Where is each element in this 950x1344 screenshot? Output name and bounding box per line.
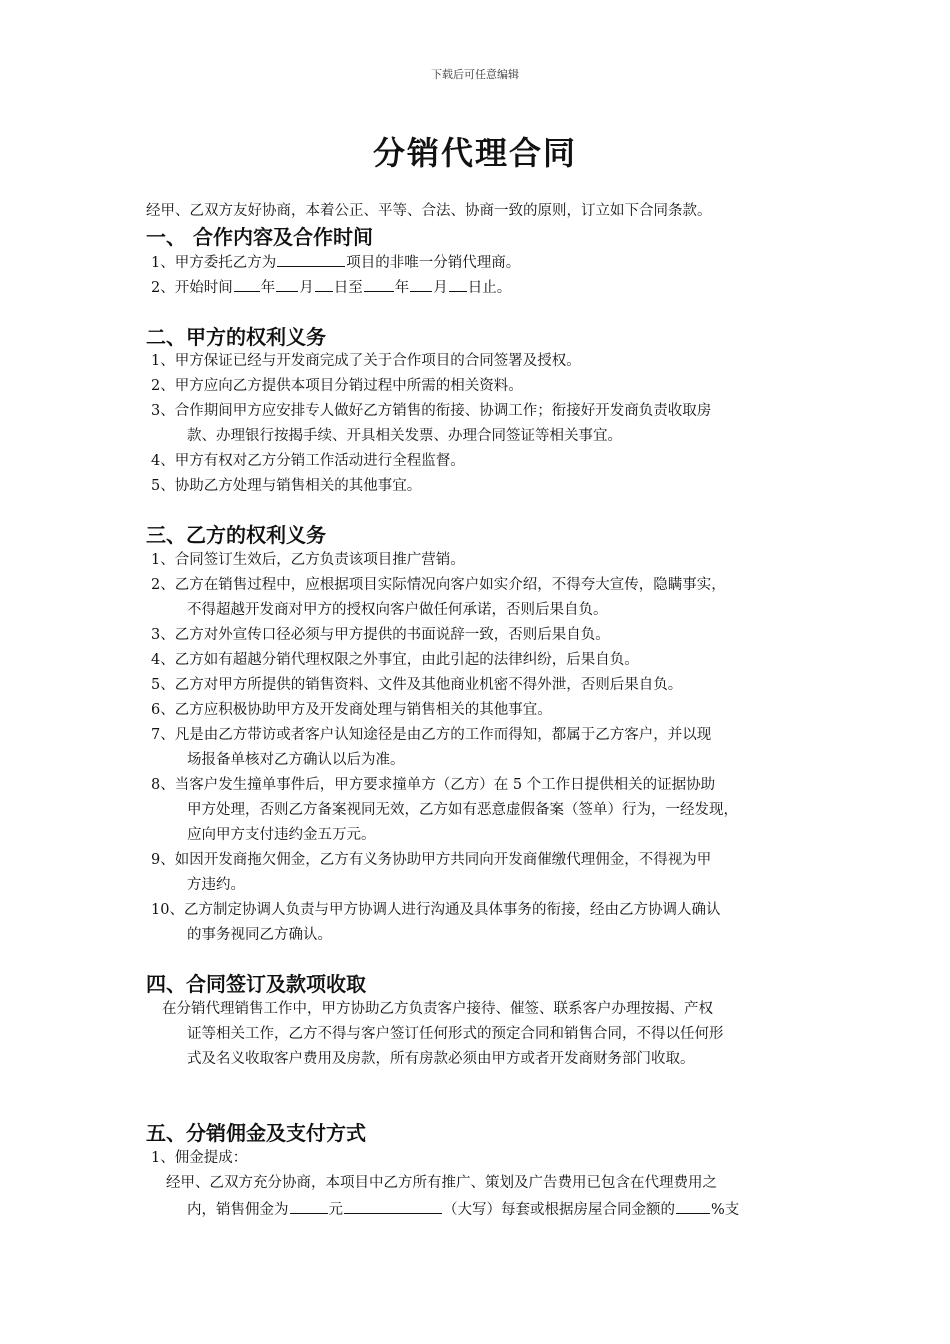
- s3-item-continuation: 应向甲方支付违约金五万元。: [187, 827, 376, 843]
- section-2-heading: 二、甲方的权利义务: [146, 325, 326, 349]
- s3-item: 4、乙方如有超越分销代理权限之外事宜，由此引起的法律纠纷，后果自负。: [151, 652, 639, 668]
- s3-item: 3、乙方对外宣传口径必须与甲方提供的书面说辞一致，否则后果自负。: [151, 627, 610, 643]
- s3-item: 2、乙方在销售过程中，应根据项目实际情况向客户如实介绍，不得夸大宣传，隐瞒事实，: [151, 577, 726, 593]
- section-3-heading: 三、乙方的权利义务: [146, 523, 326, 547]
- s3-item-continuation: 场报备单核对乙方确认以后为准。: [187, 752, 405, 768]
- s2-item: 2、甲方应向乙方提供本项目分销过程中所需的相关资料。: [151, 378, 523, 394]
- s1-item-2-text-b: 年: [260, 280, 276, 296]
- blank-field: [449, 276, 467, 292]
- s1-item-2-text-g: 日止。: [467, 280, 512, 296]
- s1-item-2-text-e: 年: [394, 280, 410, 296]
- s3-item-continuation: 不得超越开发商对甲方的授权向客户做任何承诺，否则后果自负。: [187, 602, 608, 618]
- blank-field: [234, 276, 260, 292]
- s3-item: 8、当客户发生撞单事件后，甲方要求撞单方（乙方）在 5 个工作日提供相关的证据协助: [151, 777, 716, 793]
- s3-item-continuation: 方违约。: [187, 877, 245, 893]
- s2-item: 3、合作期间甲方应安排专人做好乙方销售的衔接、协调工作；衔接好开发商负责收取房: [151, 403, 712, 419]
- blank-field: [410, 276, 432, 292]
- s4-paragraph-line: 证等相关工作，乙方不得与客户签订任何形式的预定合同和销售合同，不得以任何形: [187, 1026, 724, 1042]
- s1-item-1-text-a: 1、甲方委托乙方为: [151, 255, 277, 271]
- s3-item: 6、乙方应积极协助甲方及开发商处理与销售相关的其他事宜。: [151, 702, 552, 718]
- s5-text-c: （大写）每套或根据房屋合同金额的: [443, 1202, 675, 1218]
- s3-item: 7、凡是由乙方带访或者客户认知途径是由乙方的工作而得知，都属于乙方客户，并以现: [151, 727, 712, 743]
- s5-paragraph-line: 经甲、乙双方充分协商，本项目中乙方所有推广、策划及广告费用已包含在代理费用之: [166, 1175, 717, 1191]
- s3-item: 1、合同签订生效后，乙方负责该项目推广营销。: [151, 552, 465, 568]
- blank-field: [344, 1198, 442, 1214]
- s1-item-2-text-d: 日至: [333, 280, 363, 296]
- blank-field: [276, 276, 298, 292]
- s2-item: 5、协助乙方处理与销售相关的其他事宜。: [151, 478, 422, 494]
- s2-item: 4、甲方有权对乙方分销工作活动进行全程监督。: [151, 453, 465, 469]
- s5-text-d: %支: [711, 1202, 740, 1218]
- s1-item-2-text-f: 月: [433, 280, 448, 296]
- s4-paragraph-line: 在分销代理销售工作中，甲方协助乙方负责客户接待、催签、联系客户办理按揭、产权: [162, 1001, 713, 1017]
- s3-item: 5、乙方对甲方所提供的销售资料、文件及其他商业机密不得外泄，否则后果自负。: [151, 677, 683, 693]
- intro-paragraph: 经甲、乙双方友好协商，本着公正、平等、合法、协商一致的原则，订立如下合同条款。: [146, 203, 712, 219]
- s3-item-continuation: 的事务视同乙方确认。: [187, 927, 332, 943]
- s1-item-2: [151, 276, 511, 298]
- s3-item: 10、乙方制定协调人负责与甲方协调人进行沟通及具体事务的衔接，经由乙方协调人确认: [151, 902, 721, 918]
- blank-field: [290, 1198, 328, 1214]
- s2-item-continuation: 款、办理银行按揭手续、开具相关发票、办理合同签证等相关事宜。: [187, 428, 622, 444]
- s3-item: 9、如因开发商拖欠佣金，乙方有义务协助甲方共同向开发商催缴代理佣金，不得视为甲: [151, 852, 712, 868]
- s1-item-2-text-c: 月: [299, 280, 314, 296]
- s5-paragraph-line: [187, 1198, 739, 1220]
- blank-field: [315, 276, 333, 292]
- section-5-heading: 五、分销佣金及支付方式: [146, 1121, 366, 1145]
- section-1-heading: 一、 合作内容及合作时间: [146, 225, 373, 249]
- s1-item-1: [151, 251, 520, 273]
- blank-field: [277, 251, 345, 267]
- s1-item-2-text-a: 2、开始时间: [151, 280, 233, 296]
- s1-item-1-text-b: 项目的非唯一分销代理商。: [346, 255, 521, 271]
- s5-subheading: 1、佣金提成：: [151, 1150, 248, 1166]
- s5-text-a: 内，销售佣金为: [187, 1202, 289, 1218]
- document-title: 分销代理合同: [372, 134, 577, 172]
- s3-item-continuation: 甲方处理，否则乙方备案视同无效，乙方如有恶意虚假备案（签单）行为，一经发现，: [187, 802, 738, 818]
- s2-item: 1、甲方保证已经与开发商完成了关于合作项目的合同签署及授权。: [151, 353, 581, 369]
- s4-paragraph-line: 式及名义收取客户费用及房款，所有房款必须由甲方或者开发商财务部门收取。: [187, 1051, 695, 1067]
- s5-text-b: 元: [328, 1202, 343, 1218]
- blank-field: [676, 1198, 710, 1214]
- header-note: 下载后可任意编辑: [431, 68, 519, 81]
- blank-field: [364, 276, 394, 292]
- section-4-heading: 四、合同签订及款项收取: [146, 972, 366, 996]
